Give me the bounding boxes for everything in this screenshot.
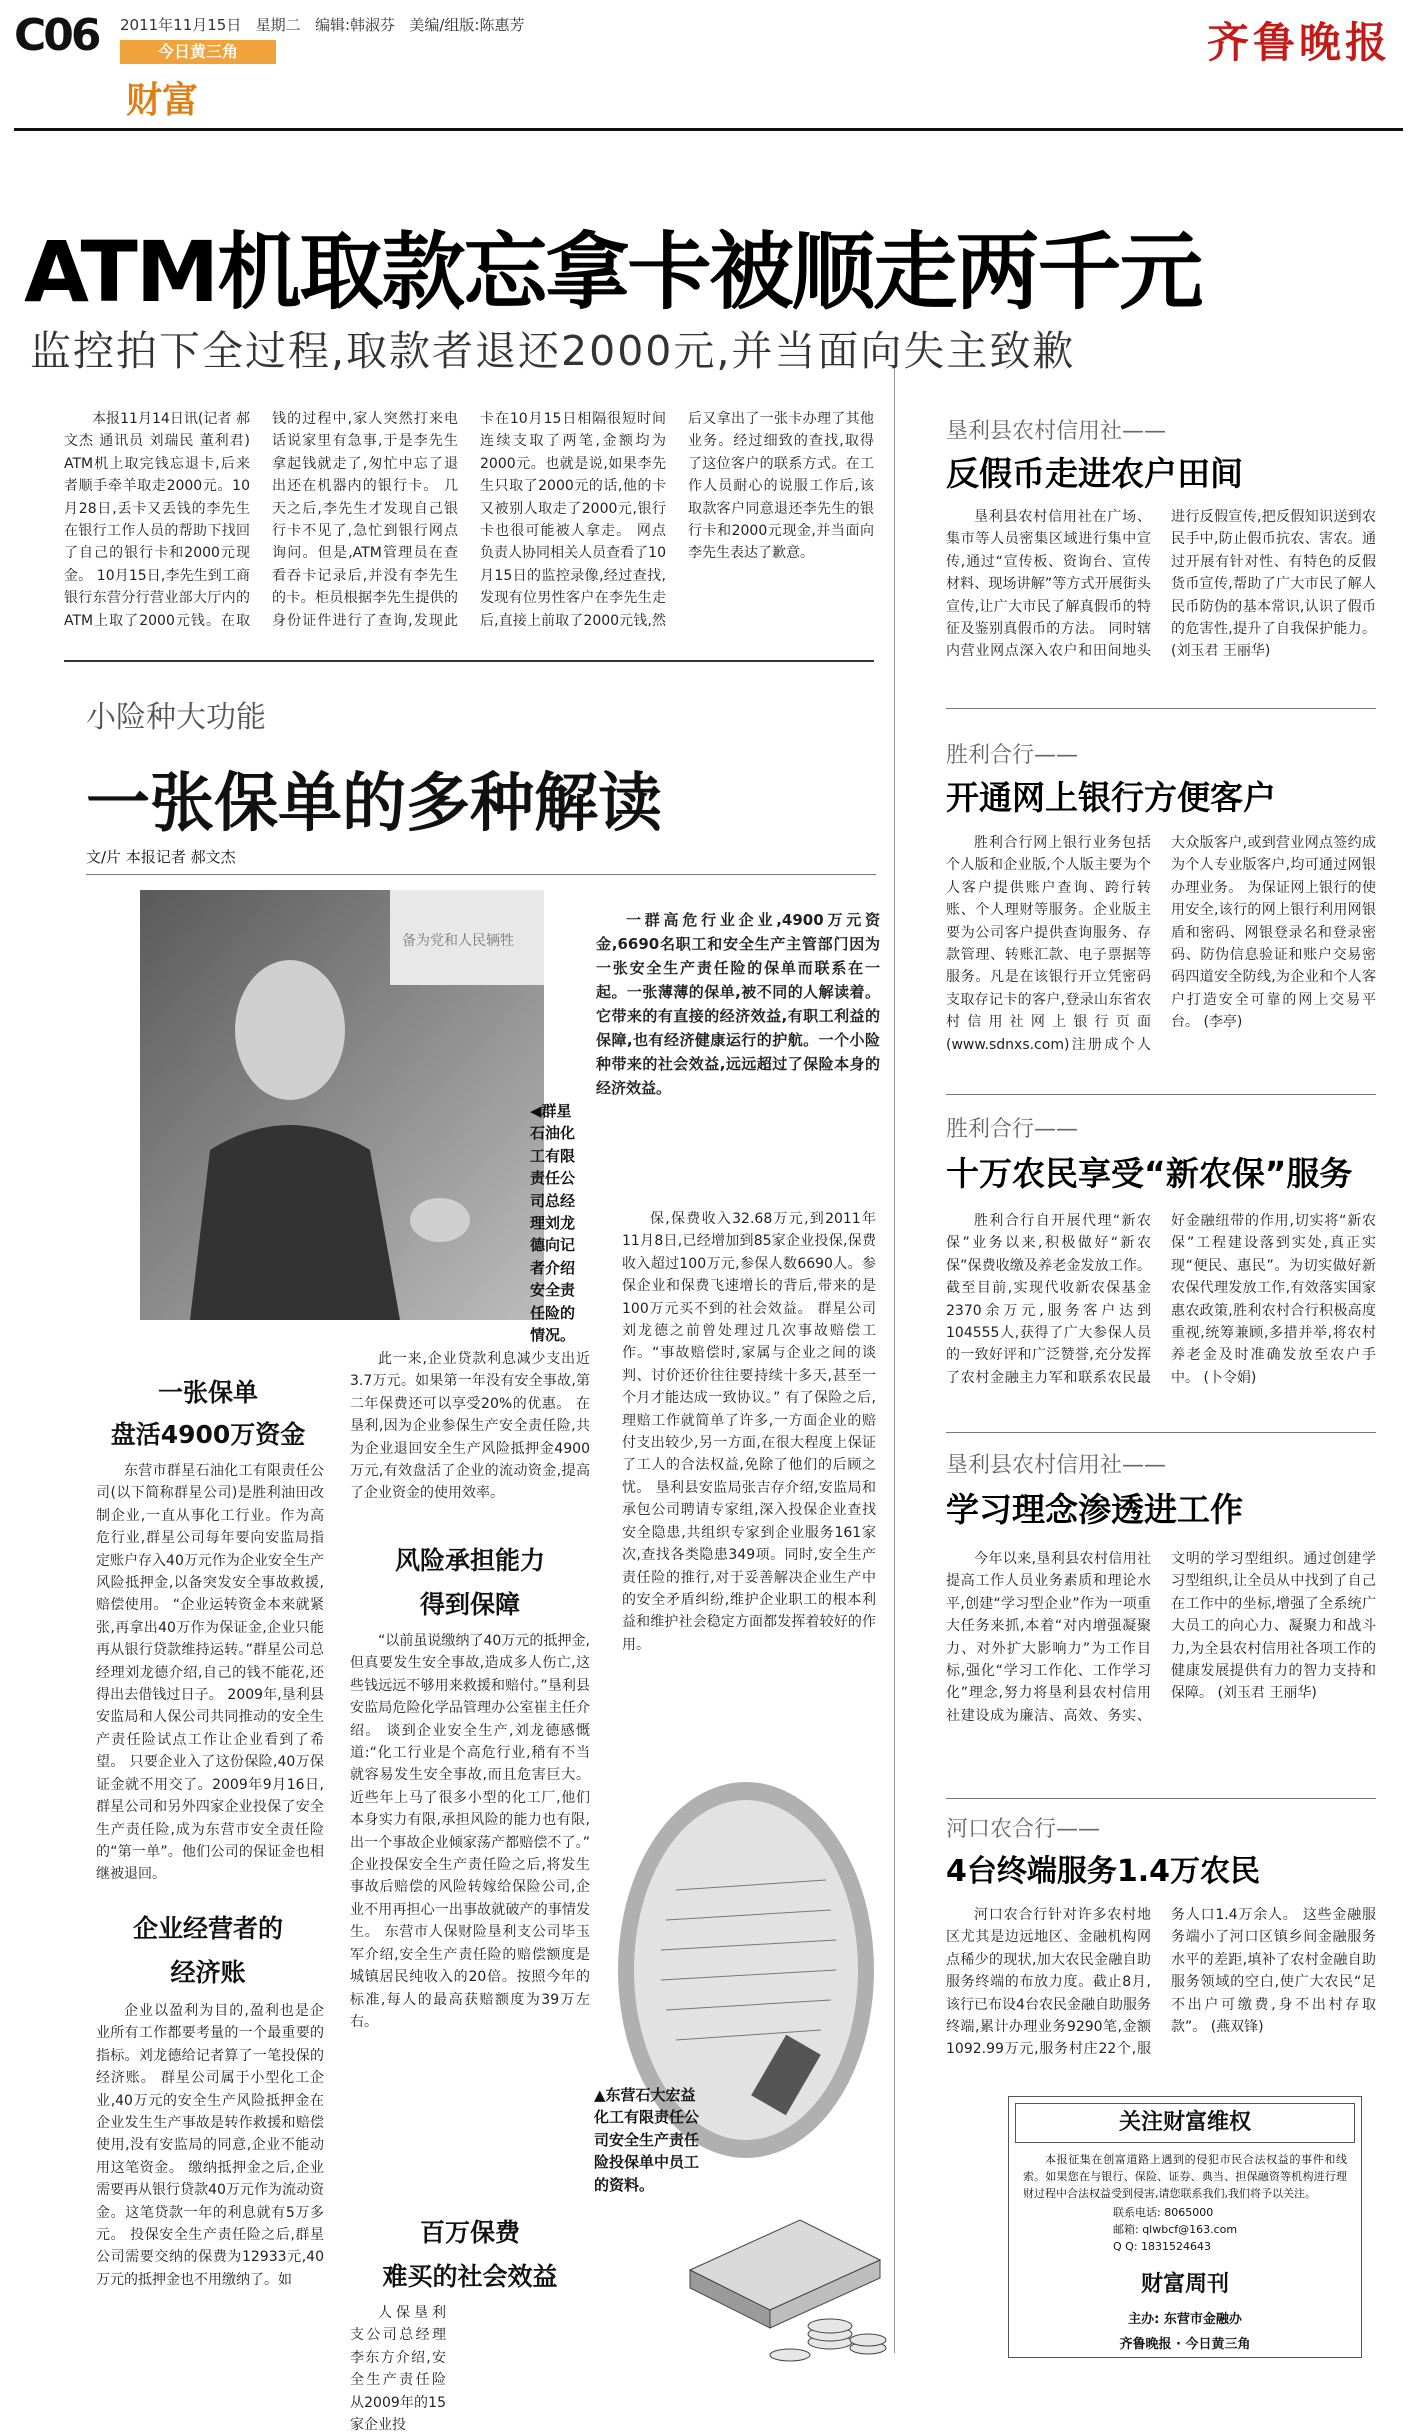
lead-subheadline: 监控拍下全过程,取款者退还2000元,并当面向失主致歉 — [30, 327, 1076, 375]
page-number: C06 — [14, 10, 99, 61]
col1-text-a — [96, 1460, 324, 1904]
column-divider — [894, 368, 895, 2353]
brief-1-tag: 垦利县农村信用社—— — [946, 419, 1167, 444]
notice-qq: Q Q: 1831524643 — [1113, 2240, 1212, 2253]
brief-1-text: 垦利县农村信用社在广场、集市等人员密集区域进行集中宣传,通过“宣传板、资询台、宣传材料、现场讲解”等方式开展街头宣传,让广大市民了解真假币的特征及鉴别真假币的方法。 同时辖内营业网点深入农户和田间地头进行反假宣传,把反假知识送到农民手中,防止假币抗农、害农。通过开展有针对性、有特色的反假货币宣传,帮助了广大市民了解人民币防伪的基本常识,认识了假币的危害性,提升了自我保护能力。 (刘玉君 王丽华) — [946, 509, 1376, 660]
feature-intro-text: 一群高危行业企业,4900万元资金,6690名职工和安全生产主管部门因为一张安全生产责任险的保单而联系在一起。一张薄薄的保单,被不同的人解读着。它带来的有直接的经济效益,有职工利益的保障,也有经济健康运行的护航。一个小险种带来的社会效益,远远超过了保险本身的经济效益。 — [596, 911, 880, 1097]
weekday: 星期二 — [255, 16, 301, 34]
newspaper-logo: 齐鲁晚报 — [1206, 18, 1391, 67]
col2-para-a: 此一来,企业贷款利息减少支出近3.7万元。如果第一年没有安全事故,第二年保费还可以享受20%的优惠。 在垦利,因为企业参保生产安全责任险,共为企业退回安全生产风险抵押金4900万元,有效盘活了企业的流动资金,提高了企业资金的使用效率。 — [350, 1351, 590, 1502]
lead-bottom-rule — [64, 660, 874, 662]
designer-credit: 美编/组版:陈惠芳 — [409, 16, 525, 34]
brief-2-body — [946, 832, 1376, 1072]
feature-kicker: 小险种大功能 — [86, 700, 266, 735]
subhead-3-line2: 得到保障 — [419, 1590, 520, 1619]
notice-phone: 联系电话: 8065000 — [1113, 2206, 1214, 2219]
subhead-4-line1: 百万保费 — [419, 2218, 520, 2247]
brief-3-text: 胜利合行自开展代理“新农保”业务以来,积极做好“新农保”保费收缴及养老金发放工作。截至目前,实现代收新农保基金2370余万元,服务客户达到104555人,获得了广大参保人员的一致好评和广泛赞誉,充分发挥了农村金融主力军和联系农民最好金融纽带的作用,切实将“新农保”工程建设落到实处,真正实现“便民、惠民”。为切实做好新农保代理发放工作,有效落实国家惠农政策,胜利农村合行积极高度重视,统筹兼顾,多措并举,将农村养老金及时准确发放至农户手中。 (卜令娟) — [946, 1213, 1376, 1386]
brief-1-title: 反假币走进农户田间 — [946, 454, 1243, 493]
col2-text-a — [350, 1348, 590, 1526]
subhead-2-line2: 经济账 — [170, 1958, 246, 1987]
notice-body: 本报征集在创富道路上遇到的侵犯市民合法权益的事件和线索。如果您在与银行、保险、证券、典当、担保融资等机构进行理财过程中合法权益受到侵害,请您联系我们,我们将予以关注。 — [1023, 2153, 1347, 2200]
feature-rule — [86, 874, 876, 875]
weekly-title: 财富周刊 — [1140, 2272, 1229, 2297]
notice-email: 邮箱: qlwbcf@163.com — [1113, 2223, 1238, 2236]
brief-rule-1 — [946, 708, 1376, 709]
interview-photo-graphic — [140, 890, 544, 1320]
subhead-4-line2: 难买的社会效益 — [382, 2262, 558, 2291]
issue-date: 2011年11月15日 — [120, 16, 242, 34]
brief-1-body — [946, 506, 1376, 690]
subhead-1-line1: 一张保单 — [157, 1378, 258, 1407]
lead-headline: ATM机取款忘拿卡被顺走两千元 — [24, 223, 1202, 321]
brief-5-title: 4台终端服务1.4万农民 — [946, 1854, 1261, 1889]
brief-rule-4 — [946, 1798, 1376, 1799]
brief-rule-2 — [946, 1094, 1376, 1095]
notice-box — [1008, 2096, 1362, 2358]
brief-4-title: 学习理念渗透进工作 — [946, 1490, 1243, 1529]
feature-intro — [596, 908, 880, 1100]
photo-caption-2: ▲东营石大宏益化工有限责任公司安全生产责任险投保单中员工的资料。 — [594, 2086, 700, 2194]
section-tag: 今日黄三角 — [120, 40, 276, 64]
brief-2-title: 开通网上银行方便客户 — [946, 778, 1276, 817]
brief-rule-3 — [946, 1432, 1376, 1433]
brief-4-text: 今年以来,垦利县农村信用社提高工作人员业务素质和理论水平,创建“学习型企业”作为一项重大任务来抓,本着“对内增强凝聚力、对外扩大影响力”为工作目标,强化“学习工作化、工作学习化”理念,努力将垦利县农村信用社建设成为廉洁、高效、务实、文明的学习型组织。通过创建学习型组织,让全员从中找到了自己在工作中的坐标,增强了全系统广大员工的向心力、凝聚力和战斗力,为全县农村信用社各项工作的健康发展提供有力的智力支持和保障。 (刘玉君 王丽华) — [946, 1551, 1376, 1724]
col3-text — [622, 1208, 876, 1768]
lead-body — [64, 408, 874, 648]
weekly-org: 齐鲁晚报 · 今日黄三角 — [1119, 2337, 1251, 2352]
weekly-host: 主办: 东营市金融办 — [1128, 2312, 1242, 2327]
header-info — [120, 14, 524, 35]
col1-para-b: 企业以盈利为目的,盈利也是企业所有工作都要考量的一个最重要的指标。刘龙德给记者算了一笔投保的经济账。 群星公司属于小型化工企业,40万元的安全生产风险抵押金在企业发生生产事故是转作救援和赔偿使用,没有安监局的同意,企业不能动用这笔资金。 缴纳抵押金之后,企业需要再从银行贷款40万元作为流动资金。这笔贷款一年的利息就有5万多元。 投保安全生产责任险之后,群星公司需要交纳的保费为12933元,40万元的抵押金也不用缴纳了。如 — [96, 2003, 324, 2288]
brief-3-body — [946, 1210, 1376, 1430]
money-coins-illustration — [680, 2150, 890, 2370]
brief-4-tag: 垦利县农村信用社—— — [946, 1453, 1167, 1478]
money-coins-graphic — [680, 2150, 890, 2370]
brief-5-tag: 河口农合行—— — [946, 1817, 1101, 1842]
brief-3-tag: 胜利合行—— — [946, 1117, 1079, 1142]
feature-byline: 文/片 本报记者 郝文杰 — [86, 848, 236, 866]
brief-4-body — [946, 1548, 1376, 1788]
category-title: 财富 — [126, 80, 199, 121]
lead-body-text: 本报11月14日讯(记者 郝文杰 通讯员 刘瑞民 董利君) ATM机上取完钱忘退卡,后来者顺手牵羊取走2000元。10月28日,丢卡又丢钱的李先生在银行工作人员的帮助下找回了自己的银行卡和2000元现金。 10月15日,李先生到工商银行东营分行营业部大厅内的ATM上取了2000元钱。在取钱的过程中,家人突然打来电话说家里有急事,于是李先生拿起钱就走了,匆忙中忘了退出还在机器内的银行卡。 几天之后,李先生才发现自己银行卡不见了,急忙到银行网点询问。但是,ATM管理员在查看吞卡记录后,并没有李先生的卡。柜员根据李先生提供的身份证件进行了查询,发现此卡在10月15日相隔很短时间连续支取了两笔,金额均为2000元。也就是说,如果李先生只取了2000元的话,他的卡又被别人取走了2000元,银行卡也很可能被人拿走。 网点负责人协同相关人员查看了10月15日的监控录像,经过查找,发现有位男性客户在李先生走后,直接上前取了2000元钱,然后又拿出了一张卡办理了其他业务。经过细致的查找,取得了这位客户的联系方式。在工作人员耐心的说服工作后,该取款客户同意退还李先生的银行卡和2000元现金,并当面向李先生表达了歉意。 — [64, 411, 874, 629]
editor-credit: 编辑:韩淑芬 — [315, 16, 396, 34]
col1-para-a: 东营市群星石油化工有限责任公司(以下简称群星公司)是胜利油田改制企业,一直从事化工行业。作为高危行业,群星公司每年要向安监局指定账户存入40万元作为企业安全生产风险抵押金,以备突发安全事故救援,赔偿使用。 “企业运转资金本来就紧张,再拿出40万作为保证金,企业只能再从银行贷款维持运转。”群星公司总经理刘龙德介绍,自己的钱不能花,还得出去借钱过日子。 2009年,垦利县安监局和人保公司共同推动的安全生产责任险试点工作让企业看到了希望。 只要企业入了这份保险,40万保证金就不用交了。2009年9月16日,群星公司和另外四家企业投保了安全生产责任险,成为东营市安全责任险的“第一单”。他们公司的保证金也相继被退回。 — [96, 1463, 324, 1883]
brief-5-text: 河口农合行针对许多农村地区尤其是边远地区、金融机构网点稀少的现状,加大农民金融自助服务终端的布放力度。截止8月,该行已布设4台农民金融自助服务终端,累计办理业务9290笔,金额1092.99万元,服务村庄22个,服务人口1.4万余人。 这些金融服务端小了河口区镇乡间金融服务水平的差距,填补了农村金融自助服务领域的空白,使广大农民“足不出户可缴费,身不出村存取款”。 (燕双锋) — [946, 1907, 1376, 2058]
subhead-3-line1: 风险承担能力 — [394, 1546, 545, 1575]
col2-para-c: 人保垦利支公司总经理李东方介绍,安全生产责任险从2009年的15家企业投 — [350, 2305, 446, 2434]
subhead-1-line2: 盘活4900万资金 — [110, 1420, 306, 1449]
header-rule — [14, 128, 1403, 131]
interview-photo — [140, 890, 544, 1320]
col2-para-b: “以前虽说缴纳了40万元的抵押金,但真要发生安全事故,造成多人伤亡,这些钱远远不够用来救援和赔付。”垦利县安监局危险化学品管理办公室崔主任介绍。 谈到企业安全生产,刘龙德感慨道:“化工行业是个高危行业,稍有不当就容易发生安全事故,而且危害巨大。近些年上马了很多小型的化工厂,他们本身实力有限,承担风险的能力也有限,出一个事故企业倾家荡产都赔偿不了。” 企业投保安全生产责任险之后,将发生事故后赔偿的风险转嫁给保险公司,企业不用再担心一出事故就破产的事情发生。 东营市人保财险垦利支公司毕玉军介绍,安全生产责任险的赔偿额度是城镇居民纯收入的20倍。按照今年的标准,每人的最高获赔额度为39万左右。 — [350, 1633, 590, 2030]
notice-title: 关注财富维权 — [1015, 2103, 1355, 2143]
col1-text-b — [96, 2000, 324, 2368]
brief-2-tag: 胜利合行—— — [946, 743, 1079, 768]
photo-caption-1: ◀群星石油化工有限责任公司总经理刘龙德向记者介绍安全责任险的情况。 — [530, 1102, 576, 1345]
col2-text-b — [350, 1630, 590, 2194]
subhead-2-line1: 企业经营者的 — [132, 1914, 283, 1943]
col3-para: 保,保费收入32.68万元,到2011年11月8日,已经增加到85家企业投保,保费收入超过100万元,参保人数6690人。参保企业和保费飞速增长的背后,带来的是100万元买不到的社会效益。 群星公司刘龙德之前曾处理过几次事故赔偿工作。“事故赔偿时,家属与企业之间的谈判、讨价还价往往要持续十多天,甚至一个月才能达成一致协议。” 有了保险之后,理赔工作就简单了许多,一方面企业的赔付支出较少,另一方面,在很大程度上保证了工人的合法权益,免除了他们的后顾之忧。 垦利县安监局张吉存介绍,安监局和承包公司聘请专家组,深入投保企业查找安全隐患,共组织专家到企业服务161家次,查找各类隐患349项。同时,安全生产责任险的推行,对于妥善解决企业生产中的安全矛盾纠纷,维护企业职工的根本利益和维护社会稳定方面都发挥着较好的作用。 — [622, 1211, 876, 1653]
brief-5-body — [946, 1904, 1376, 2092]
photo-sign: 备为党和人民辆牲 — [402, 933, 514, 949]
col2-text-c — [350, 2302, 446, 2434]
brief-2-text: 胜利合行网上银行业务包括个人版和企业版,个人版主要为个人客户提供账户查询、跨行转账、个人理财等服务。企业版主要为公司客户提供查询服务、存款管理、转账汇款、电子票据等服务。凡是在该银行开立凭密码支取存记卡的客户,登录山东省农村信用社网上银行页面(www.sdnxs.com)注册成个人大众版客户,或到营业网点签约成为个人专业版客户,均可通过网银办理业务。 为保证网上银行的使用安全,该行的网上银行利用网银盾和密码、网银登录名和登录密码、防伪信息验证和账户交易密码四道安全防线,为企业和个人客户打造安全可靠的网上交易平台。 (李亭) — [946, 835, 1376, 1053]
feature-headline: 一张保单的多种解读 — [86, 767, 662, 841]
brief-3-title: 十万农民享受“新农保”服务 — [946, 1154, 1353, 1193]
